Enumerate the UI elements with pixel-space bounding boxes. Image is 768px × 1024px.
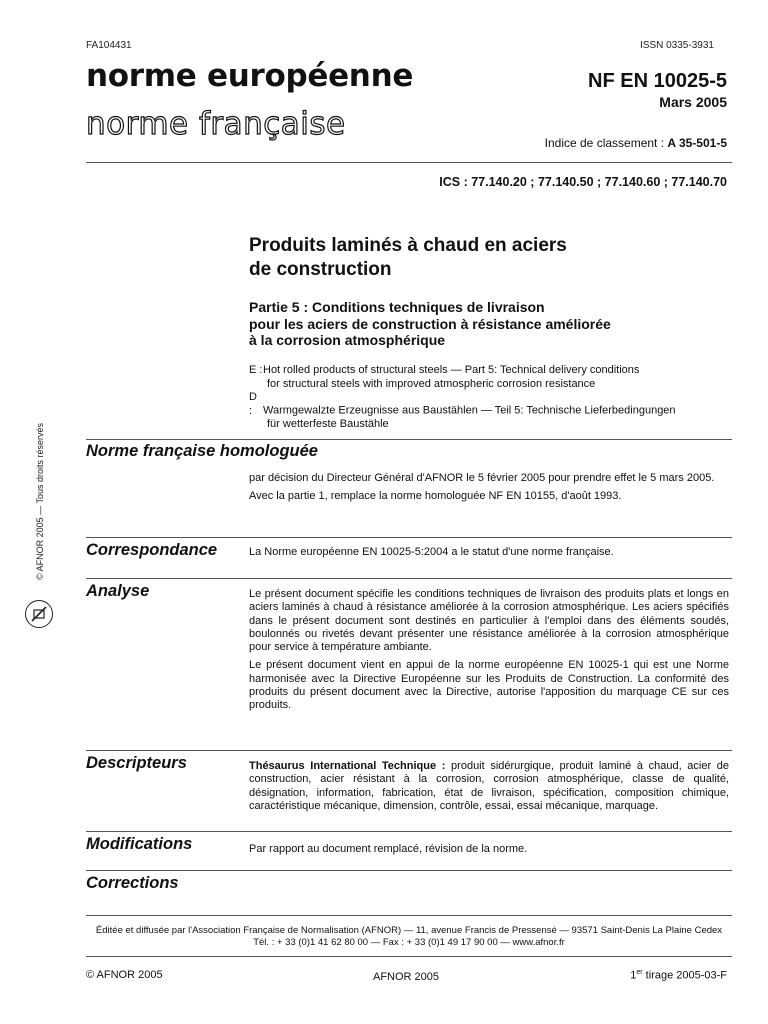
no-photocopy-icon — [25, 600, 53, 628]
homologuee-paragraph-1: par décision du Directeur Général d'AFNOR le 5 février 2005 pour prendre effet le 5 mars 2005. — [249, 472, 715, 484]
editor-address: Éditée et diffusée par l'Association Française de Normalisation (AFNOR) — 11, avenue Francis de Pressensé — 93571 Saint-Denis La Plaine Cedex — [95, 925, 723, 936]
homologuee-heading: Norme française homologuée — [86, 442, 318, 460]
modifications-paragraph-1: Par rapport au document remplacé, révision de la norme. — [249, 843, 528, 855]
standard-reference: NF EN 10025-5 — [588, 70, 727, 92]
part-title-line-1: Partie 5 : Conditions techniques de livraison — [249, 299, 545, 315]
document-title — [249, 234, 567, 282]
copyright: © AFNOR 2005 — [86, 969, 163, 981]
analyse-paragraph-2: Le présent document vient en appui de la norme européenne EN 10025-1 qui est une Norme harmonisée avec la Directive Européenne sur les Produits de Construction. La conformité des produits du présent document avec la Directive, autorise l'apposition du marquage CE sur ces produits. — [249, 659, 729, 712]
rights-notice: © AFNOR 2005 — Tous droits réservés — [35, 422, 45, 580]
homologuee-paragraph-2: Avec la partie 1, remplace la norme homologuée NF EN 10155, d'août 1993. — [249, 490, 622, 503]
english-label: E : — [249, 364, 263, 376]
english-title-line-1: E :Hot rolled products of structural steels — Part 5: Technical delivery conditions — [249, 364, 640, 376]
descripteurs-heading: Descripteurs — [86, 754, 187, 772]
section-divider-descripteurs — [86, 750, 732, 751]
analyse-text — [249, 588, 729, 718]
classement-label: Indice de classement : — [544, 136, 665, 150]
correspondance-paragraph-1: La Norme européenne EN 10025-5:2004 a le statut d'une norme française. — [249, 546, 614, 558]
german-title-line-1: D : Warmgewalzte Erzeugnisse aus Baustählen — Teil 5: Technische Lieferbedingungen — [249, 391, 676, 417]
editor-info — [86, 925, 732, 949]
classement-value: A 35-501-5 — [667, 136, 727, 150]
correspondance-heading: Correspondance — [86, 541, 218, 559]
title-line-1: Produits laminés à chaud en aciers — [249, 235, 567, 256]
part-title — [249, 299, 611, 349]
footer-divider — [86, 915, 732, 916]
english-title-line-2: for structural steels with improved atmospheric corrosion resistance — [267, 377, 596, 390]
modifications-heading: Modifications — [86, 835, 193, 853]
section-divider-corrections — [86, 870, 732, 871]
publication-date: Mars 2005 — [659, 94, 727, 110]
header-divider — [86, 162, 732, 163]
correspondance-text — [249, 546, 729, 564]
section-divider-analyse — [86, 578, 732, 579]
footer-bottom-divider — [86, 956, 732, 957]
issn: ISSN 0335-3931 — [640, 40, 714, 51]
section-divider-correspondance — [86, 537, 732, 538]
german-label: D : — [249, 391, 257, 417]
section-divider-homologuee — [86, 439, 732, 440]
homologuee-text — [249, 472, 729, 509]
norme-europeenne-title: norme européenne — [86, 58, 414, 94]
print-run: 1er tirage 2005-03-F — [630, 969, 727, 982]
document-code: FA104431 — [86, 40, 132, 51]
title-translations — [249, 364, 719, 432]
ics-codes: ICS : 77.140.20 ; 77.140.50 ; 77.140.60 ; 77.140.70 — [439, 175, 727, 189]
footer-center-label: AFNOR 2005 — [373, 971, 440, 983]
part-title-line-2: pour les aciers de construction à résistance améliorée — [249, 315, 611, 332]
german-title-line-2: für wetterfeste Baustähle — [267, 418, 389, 430]
modifications-text — [249, 843, 729, 861]
editor-contact: Tél. : + 33 (0)1 41 62 80 00 — Fax : + 33 (0)1 49 17 90 00 — www.afnor.fr — [253, 937, 565, 948]
title-line-2: de construction — [249, 259, 392, 280]
descripteurs-text — [249, 760, 729, 818]
corrections-heading: Corrections — [86, 874, 179, 892]
norme-francaise-title: norme française — [86, 106, 346, 142]
section-divider-modifications — [86, 831, 732, 832]
analyse-paragraph-1: Le présent document spécifie les conditions techniques de livraison des produits plats et longs en aciers laminés à chaud à résistance améliorée à la corrosion atmosphérique. Les aciers spécifiés dans le présent document sont destinés en particulier à l'emploi dans des éléments soudés, boulonnés ou rivetés devant présenter une résistance améliorée à la corrosion atmosphérique pour service à température ambiante. — [249, 588, 729, 654]
analyse-heading: Analyse — [86, 582, 150, 600]
classement-index — [545, 136, 727, 150]
descripteurs-label: Thésaurus International Technique : — [249, 760, 446, 772]
part-title-line-3: à la corrosion atmosphérique — [249, 332, 446, 348]
descripteurs-keywords: produit sidérurgique, produit laminé à chaud, acier de construction, acier résistant à la corrosion, corrosion atmosphérique, classe de qualité, désignation, information, fabrication, état de livraison, spécification, composition chimique, caractéristique mécanique, dimension, contrôle, essai, essai mécanique, marquage. — [249, 760, 729, 812]
